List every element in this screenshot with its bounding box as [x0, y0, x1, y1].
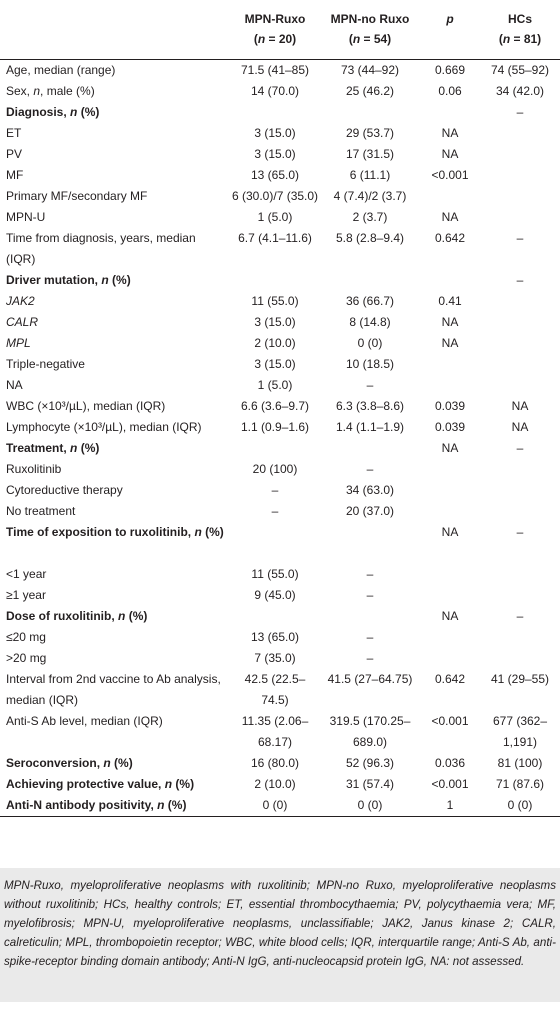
- row-label: Anti-N antibody positivity, n (%): [0, 795, 230, 817]
- cell-c4: –: [516, 525, 524, 539]
- row-label: Achieving protective value, n (%): [6, 777, 195, 791]
- cell-c4: [480, 165, 560, 186]
- cell-c1: 3 (15.0): [254, 147, 296, 161]
- cell-c2: [320, 270, 420, 291]
- table-row: [0, 291, 560, 312]
- cell-c1: 1 (5.0): [257, 378, 293, 392]
- row-label: PV: [6, 147, 23, 161]
- cell-c4: [480, 123, 560, 144]
- cell-c4: [480, 186, 560, 207]
- table-row: [0, 459, 560, 480]
- cell-c2: 17 (31.5): [345, 147, 395, 161]
- n-symbol: n: [70, 441, 78, 455]
- cell-c3: 0.039: [434, 399, 466, 413]
- table-row: [0, 81, 560, 102]
- header-mpn-no-ruxo: MPN-no Ruxo: [330, 12, 410, 26]
- cell-c1: 71.5 (41–85): [240, 63, 310, 77]
- cell-c1: 9 (45.0): [254, 588, 296, 602]
- table-row: [0, 585, 560, 606]
- n-symbol: n: [194, 525, 202, 539]
- table-row: [0, 522, 560, 564]
- cell-c2: 31 (57.4): [345, 777, 395, 791]
- cell-c3: <0.001: [431, 777, 469, 791]
- row-label: >20 mg: [6, 651, 47, 665]
- cell-c1: 11 (55.0): [251, 567, 299, 581]
- row-label: ET: [6, 126, 22, 140]
- n-symbol: n: [33, 84, 41, 98]
- table-row: [0, 207, 560, 228]
- cell-c4: [480, 207, 560, 228]
- header-n-hcs: (n = 81): [480, 26, 560, 60]
- cell-c1: 2 (10.0): [254, 336, 296, 350]
- table-row: [0, 669, 560, 711]
- cell-c4: –: [516, 609, 524, 623]
- row-label: ≤20 mg: [6, 630, 46, 644]
- row-label: Treatment, n (%): [6, 441, 100, 455]
- cell-c4: [480, 564, 560, 585]
- cell-c1: 6.7 (4.1–11.6): [238, 231, 312, 245]
- cell-c4: [480, 459, 560, 480]
- table-row: [0, 333, 560, 354]
- cell-c2: 0 (0): [320, 795, 420, 817]
- cell-c3: 0.036: [434, 756, 466, 770]
- row-label: Cytoreductive therapy: [6, 483, 123, 497]
- table-row: [0, 774, 560, 795]
- row-label: WBC (×10³/µL), median (IQR): [6, 399, 166, 413]
- cell-c1: 11 (55.0): [251, 294, 299, 308]
- footnote-text: MPN-Ruxo, myeloproliferative neoplasms with ruxolitinib; MPN-no Ruxo, myeloproliferative neoplasms without ruxolitinib; HCs, healthy controls; ET, essential thrombocythaemia; PV, polycythaemia vera; MF, myelofibrosis; MPN-U, myeloproliferative neoplasms, unclassifiable; JAK2, Janus kinase 2; CALR, calreticulin; MPL, thrombopoietin receptor; WBC, white blood cells; IQR, interquartile range; Anti-S Ab, anti-spike-receptor binding domain antibody; Anti-N IgG, anti-nucleocapsid protein IgG, NA: not assessed.: [4, 879, 556, 968]
- cell-c4: [480, 648, 560, 669]
- cell-c4: [480, 585, 560, 606]
- row-label: Driver mutation, n (%): [6, 273, 131, 287]
- table-row: [0, 312, 560, 333]
- row-label: Ruxolitinib: [6, 462, 62, 476]
- cell-c1: 6.6 (3.6–9.7): [240, 399, 310, 413]
- n-symbol: n: [157, 798, 165, 812]
- cell-c1: 42.5 (22.5–74.5): [244, 672, 306, 707]
- table-row: [0, 123, 560, 144]
- cell-c4: –: [516, 441, 524, 455]
- cell-c2: 29 (53.7): [345, 126, 395, 140]
- row-label: ≥1 year: [6, 588, 46, 602]
- cell-c3: [420, 501, 480, 522]
- cell-c4: –: [516, 273, 524, 287]
- cell-c3: [420, 480, 480, 501]
- cell-c3: NA: [441, 525, 459, 539]
- cell-c1: [230, 522, 320, 564]
- table-row: [0, 795, 560, 817]
- row-label: CALR: [6, 315, 39, 329]
- table-footnote: [0, 868, 560, 1002]
- cell-c3: NA: [441, 147, 459, 161]
- cell-c3: 1: [420, 795, 480, 817]
- cell-c2: –: [366, 462, 374, 476]
- cell-c3: 0.642: [434, 231, 466, 245]
- row-label: Age, median (range): [6, 63, 116, 77]
- cell-c1: 1 (5.0): [257, 210, 293, 224]
- n-symbol: n: [70, 105, 78, 119]
- header-blank: [0, 0, 230, 26]
- cell-c2: 1.4 (1.1–1.9): [335, 420, 405, 434]
- header-n-mpn-no-ruxo: (n = 54): [320, 26, 420, 60]
- cell-c4: 677 (362–1,191): [492, 714, 548, 749]
- row-label: Dose of ruxolitinib, n (%): [6, 609, 148, 623]
- cell-c4: [480, 375, 560, 396]
- row-label: MPN-U: [6, 210, 46, 224]
- table-row: [0, 480, 560, 501]
- n-symbol: n: [164, 777, 173, 791]
- table-row: [0, 606, 560, 627]
- n-symbol: n: [101, 273, 109, 287]
- table-row: [0, 354, 560, 375]
- cell-c3: [420, 564, 480, 585]
- row-label: Time of exposition to ruxolitinib, n (%): [6, 525, 224, 539]
- cell-c2: [320, 606, 420, 627]
- cell-c1: 6 (30.0)/7 (35.0): [232, 189, 319, 203]
- cell-c2: –: [366, 567, 374, 581]
- cell-c3: NA: [441, 336, 459, 350]
- row-label: Sex, n, male (%): [6, 84, 95, 98]
- cell-c1: [230, 438, 320, 459]
- cell-c3: NA: [441, 315, 459, 329]
- cell-c4: NA: [511, 420, 529, 434]
- row-label: JAK2: [6, 294, 35, 308]
- cell-c2: 41.5 (27–64.75): [327, 672, 413, 686]
- row-label: MF: [6, 168, 24, 182]
- cell-c3: [420, 354, 480, 375]
- cell-c3: [420, 648, 480, 669]
- cell-c3: [420, 102, 480, 123]
- cell-c2: 2 (3.7): [352, 210, 388, 224]
- table-row: [0, 648, 560, 669]
- n-symbol: n: [103, 756, 111, 770]
- cell-c4: NA: [511, 399, 529, 413]
- row-label: Seroconversion, n (%): [6, 756, 133, 770]
- cell-c2: –: [366, 378, 374, 392]
- table-row: [0, 501, 560, 522]
- cell-c3: [420, 459, 480, 480]
- table-row: [0, 627, 560, 648]
- cell-c2: 36 (66.7): [345, 294, 395, 308]
- row-label: No treatment: [6, 504, 76, 518]
- cell-c2: 73 (44–92): [340, 63, 400, 77]
- header-p: p: [446, 12, 454, 26]
- header-mpn-ruxo: MPN-Ruxo: [244, 12, 306, 26]
- row-label: Diagnosis, n (%): [6, 105, 100, 119]
- table-row: [0, 375, 560, 396]
- cell-c4: [480, 144, 560, 165]
- row-label: Triple-negative: [6, 357, 85, 371]
- cell-c4: 71 (87.6): [495, 777, 545, 791]
- cell-c4: [480, 480, 560, 501]
- row-label: MPL: [6, 336, 31, 350]
- cell-c1: 13 (65.0): [250, 168, 300, 182]
- header-hcs: HCs: [507, 12, 532, 26]
- cell-c4: 81 (100): [497, 756, 543, 770]
- cell-c4: [480, 354, 560, 375]
- cell-c3: NA: [441, 210, 459, 224]
- cell-c2: 25 (46.2): [345, 84, 395, 98]
- table-row: [0, 438, 560, 459]
- cell-c2: 10 (18.5): [345, 357, 395, 371]
- table-row: [0, 60, 560, 82]
- cell-c1: [230, 606, 320, 627]
- cell-c2: 8 (14.8): [349, 315, 391, 329]
- cell-c2: 6 (11.1): [349, 168, 391, 182]
- cell-c1: 3 (15.0): [254, 126, 296, 140]
- cell-c1: [230, 102, 320, 123]
- cell-c3: [420, 627, 480, 648]
- cell-c1: 13 (65.0): [250, 630, 300, 644]
- cell-c2: [320, 102, 420, 123]
- cell-c1: 3 (15.0): [254, 357, 296, 371]
- cell-c1: 11.35 (2.06–68.17): [241, 714, 309, 749]
- cell-c1: –: [271, 483, 279, 497]
- cell-c4: 0 (0): [480, 795, 560, 817]
- cell-c2: 0 (0): [357, 336, 383, 350]
- cell-c2: 52 (96.3): [345, 756, 395, 770]
- cell-c1: 3 (15.0): [254, 315, 296, 329]
- cell-c4: 34 (42.0): [495, 84, 545, 98]
- row-label: Time from diagnosis, years, median (IQR): [6, 231, 196, 266]
- cell-c3: NA: [441, 441, 459, 455]
- cell-c3: 0.06: [438, 84, 462, 98]
- row-label: <1 year: [6, 567, 47, 581]
- row-label: Anti-S Ab level, median (IQR): [6, 714, 163, 728]
- cell-c3: NA: [441, 126, 459, 140]
- cell-c2: 20 (37.0): [345, 504, 395, 518]
- cell-c1: 7 (35.0): [254, 651, 296, 665]
- cell-c4: [480, 627, 560, 648]
- cell-c2: 34 (63.0): [345, 483, 395, 497]
- cell-c1: 0 (0): [230, 795, 320, 817]
- cell-c4: 41 (29–55): [490, 672, 550, 686]
- table-row: [0, 228, 560, 270]
- cell-c4: –: [516, 105, 524, 119]
- cell-c3: NA: [441, 609, 459, 623]
- cell-c2: 5.8 (2.8–9.4): [335, 231, 405, 245]
- cell-c1: 1.1 (0.9–1.6): [240, 420, 310, 434]
- table-row: [0, 564, 560, 585]
- table-body: [0, 60, 560, 817]
- cell-c1: 16 (80.0): [250, 756, 300, 770]
- cell-c3: 0.669: [434, 63, 466, 77]
- table-row: [0, 270, 560, 291]
- row-label: Primary MF/secondary MF: [6, 189, 148, 203]
- cell-c3: 0.642: [434, 672, 466, 686]
- cell-c4: [480, 333, 560, 354]
- cell-c3: 0.41: [438, 294, 462, 308]
- cell-c2: 319.5 (170.25–689.0): [329, 714, 411, 749]
- row-label: Interval from 2nd vaccine to Ab analysis, median (IQR): [6, 672, 221, 707]
- cell-c2: –: [366, 651, 374, 665]
- cell-c4: [480, 312, 560, 333]
- cell-c2: 4 (7.4)/2 (3.7): [333, 189, 407, 203]
- cell-c4: [480, 291, 560, 312]
- cell-c1: 20 (100): [252, 462, 298, 476]
- table-row: [0, 711, 560, 753]
- cell-c3: <0.001: [431, 168, 469, 182]
- n-symbol: n: [118, 609, 126, 623]
- table-row: [0, 144, 560, 165]
- table-row: [0, 186, 560, 207]
- cell-c3: [420, 375, 480, 396]
- cell-c4: [480, 501, 560, 522]
- cell-c4: –: [516, 231, 524, 245]
- cell-c2: –: [366, 588, 374, 602]
- cell-c1: –: [271, 504, 279, 518]
- cell-c3: 0.039: [434, 420, 466, 434]
- table-row: [0, 396, 560, 417]
- table-row: [0, 753, 560, 774]
- table-row: [0, 102, 560, 123]
- cell-c1: 2 (10.0): [254, 777, 296, 791]
- cell-c1: 14 (70.0): [250, 84, 300, 98]
- cell-c2: [320, 438, 420, 459]
- table-row: [0, 165, 560, 186]
- cell-c3: [420, 585, 480, 606]
- cell-c1: [230, 270, 320, 291]
- cell-c2: 6.3 (3.8–8.6): [335, 399, 405, 413]
- header-n-mpn-ruxo: (n = 20): [230, 26, 320, 60]
- cell-c3: [420, 270, 480, 291]
- table-row: [0, 417, 560, 438]
- row-label: Lymphocyte (×10³/µL), median (IQR): [6, 420, 202, 434]
- row-label: NA: [6, 378, 23, 392]
- cell-c2: [320, 522, 420, 564]
- cell-c3: <0.001: [431, 714, 469, 728]
- cell-c2: –: [366, 630, 374, 644]
- cell-c3: [420, 186, 480, 207]
- cell-c4: 74 (55–92): [490, 63, 550, 77]
